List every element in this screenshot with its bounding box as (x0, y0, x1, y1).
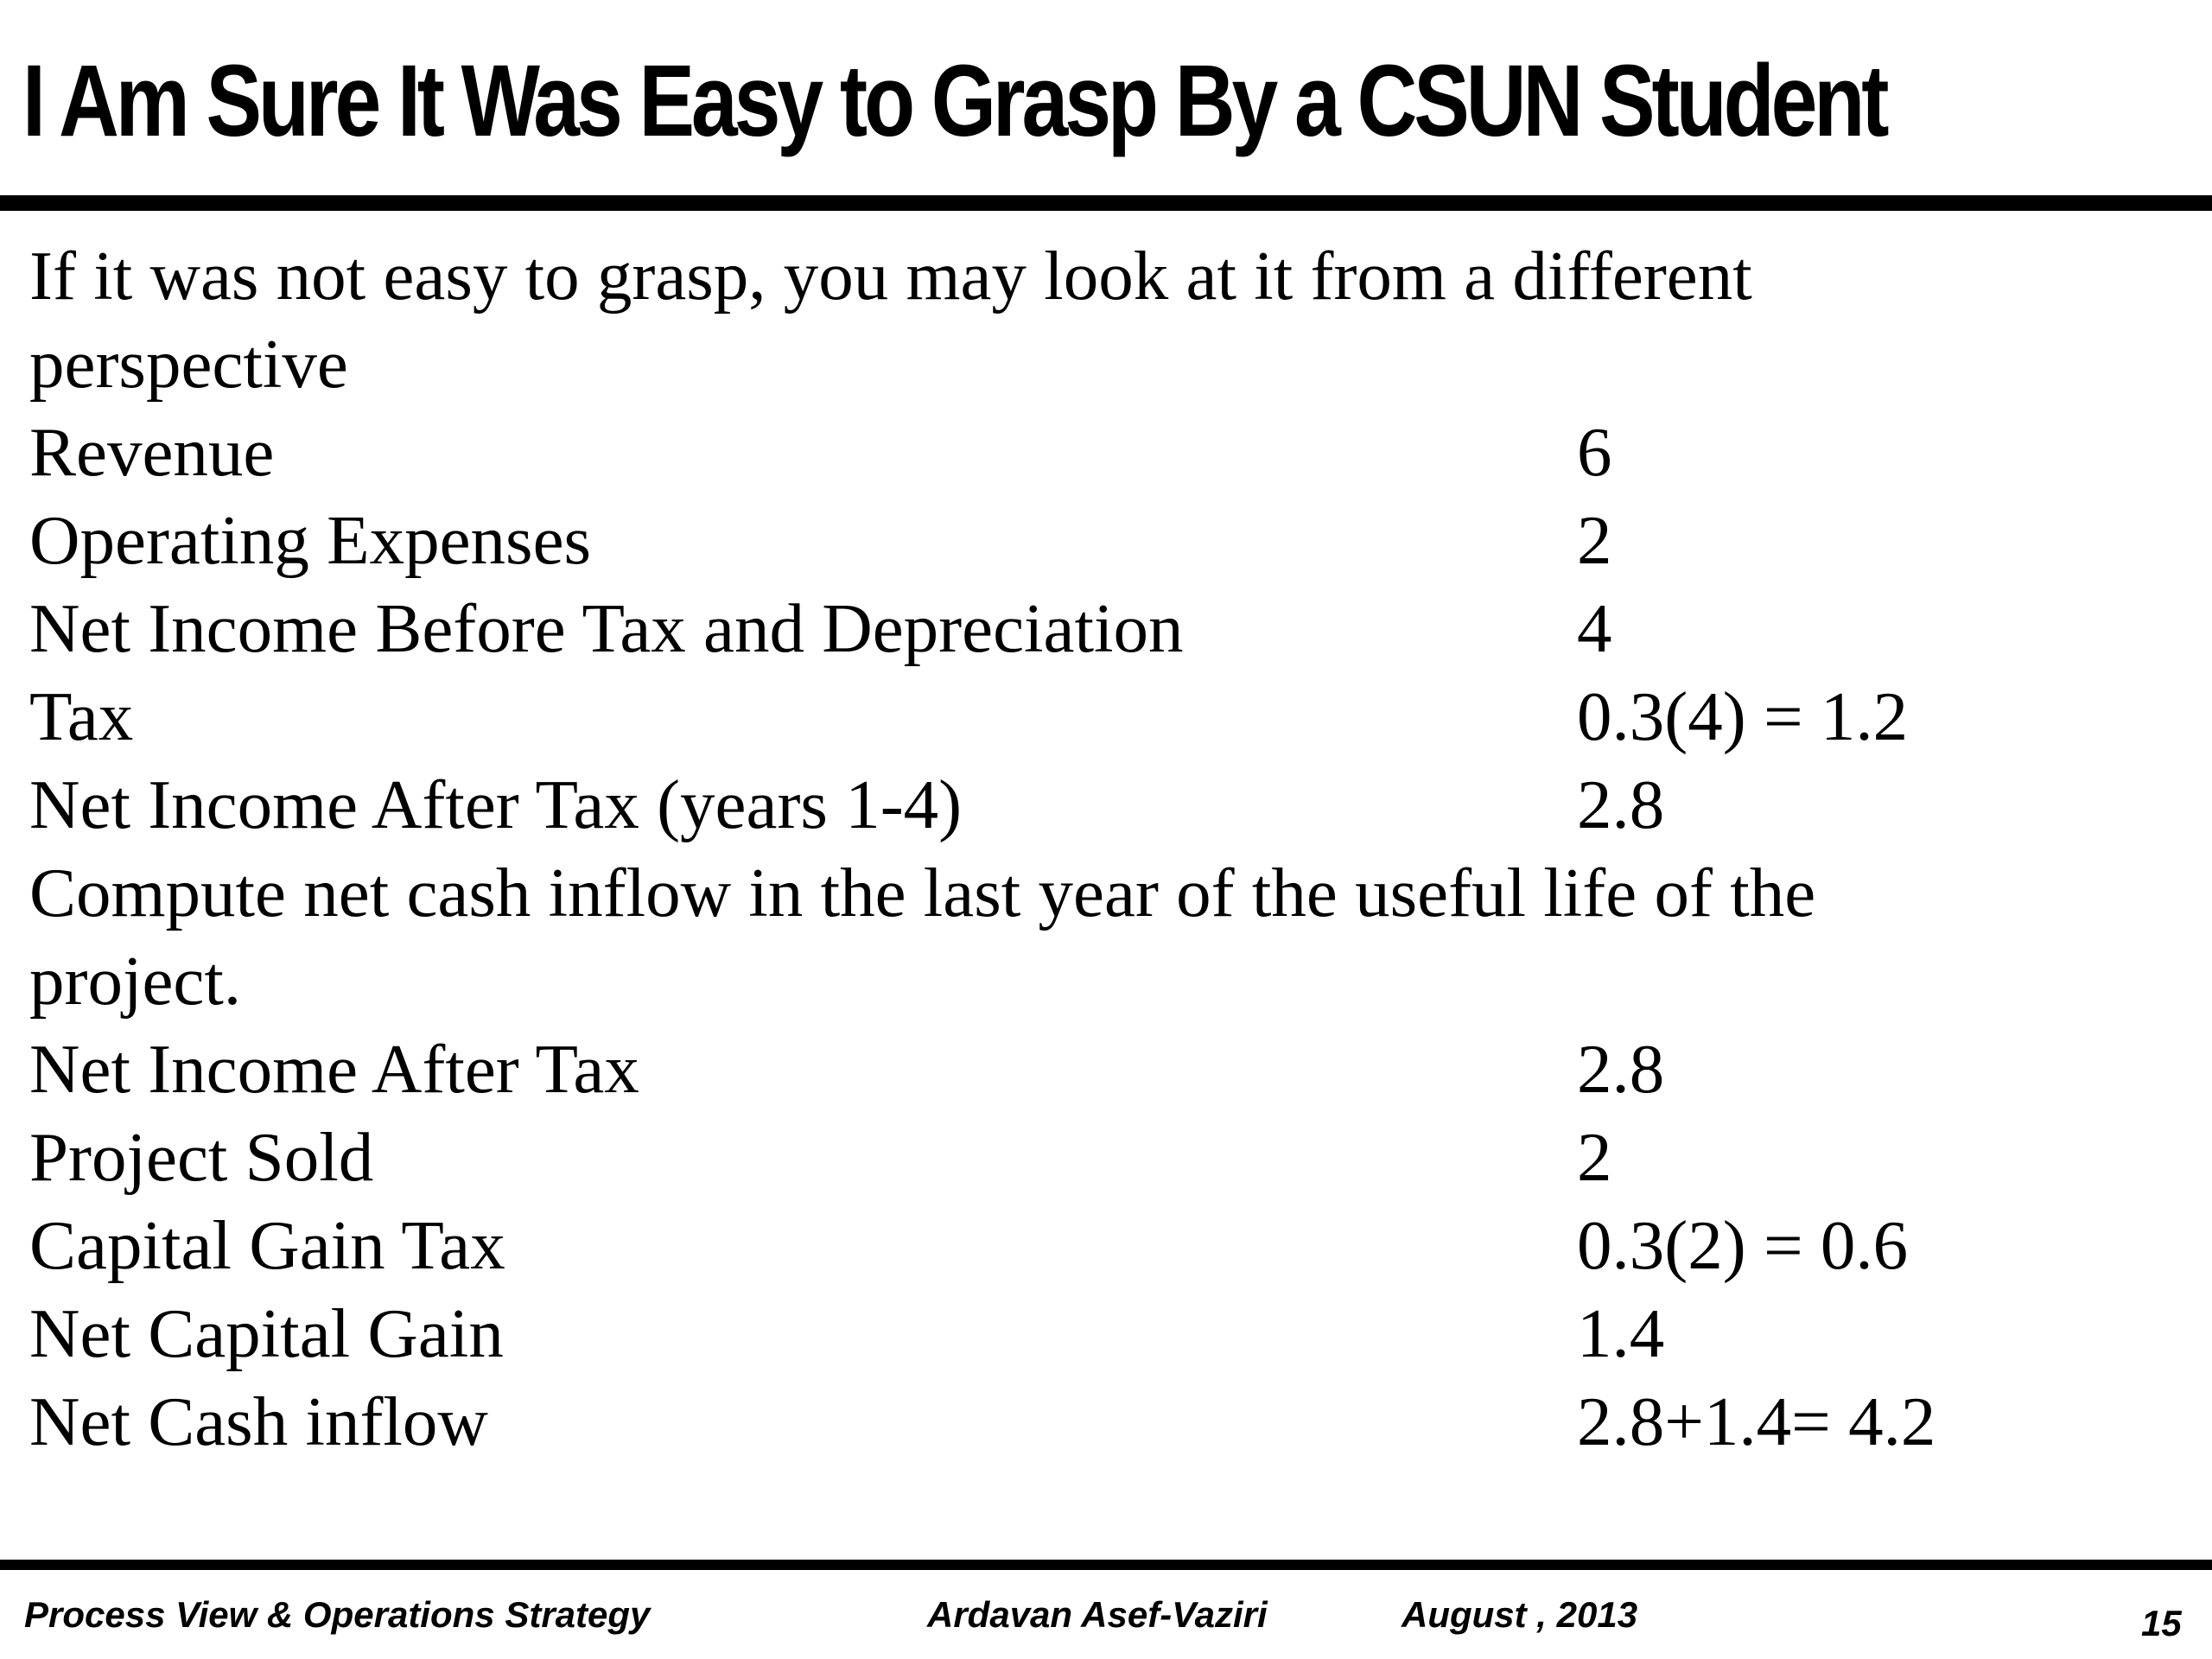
row-value: 2.8 (1577, 766, 1665, 843)
footer-page-number: 15 (2141, 1603, 2182, 1643)
table-row-tax (29, 672, 2190, 760)
prompt-line-1: Compute net cash inflow in the last year of the useful life of the (29, 854, 1816, 931)
table-row-operating-expenses (29, 496, 2190, 584)
row-value: 1.4 (1577, 1294, 1665, 1372)
row-label: Capital Gain Tax (29, 1206, 505, 1284)
row-value: 0.3(2) = 0.6 (1577, 1206, 1909, 1284)
row-label: Revenue (29, 413, 275, 491)
table-row-net-cash-inflow (29, 1377, 2190, 1465)
table-row-net-income-after-tax-years (29, 760, 2190, 849)
table-row-net-income-after-tax (29, 1025, 2190, 1113)
row-label: Net Capital Gain (29, 1294, 504, 1372)
table-row-revenue (29, 408, 2190, 496)
row-value: 2.8 (1577, 1030, 1665, 1108)
prompt-line-2: project. (29, 942, 242, 1020)
footer-date: August , 2013 (1402, 1594, 1638, 1635)
footer-divider (0, 1560, 2212, 1570)
footer-author: Ardavan Asef-Vaziri (927, 1594, 1268, 1635)
row-value: 2.8+1.4= 4.2 (1577, 1382, 1936, 1460)
row-value: 0.3(4) = 1.2 (1577, 677, 1909, 755)
slide-body (29, 232, 2190, 1465)
row-value: 6 (1577, 413, 1612, 491)
table-row-net-income-before-tax (29, 584, 2190, 672)
row-label: Net Income Before Tax and Depreciation (29, 589, 1184, 667)
title-divider (0, 195, 2212, 211)
footer-course-title: Process View & Operations Strategy (24, 1594, 651, 1635)
table-row-net-capital-gain (29, 1289, 2190, 1377)
slide-title: I Am Sure It Was Easy to Grasp By a CSUN Student (22, 44, 1886, 158)
row-label: Net Cash inflow (29, 1382, 488, 1460)
row-label: Net Income After Tax (29, 1030, 639, 1108)
row-label: Net Income After Tax (years 1-4) (29, 766, 963, 843)
table-row-project-sold (29, 1113, 2190, 1201)
row-value: 2 (1577, 1118, 1612, 1196)
row-label: Operating Expenses (29, 501, 592, 579)
row-value: 4 (1577, 589, 1612, 667)
intro-line-2: perspective (29, 325, 348, 403)
row-label: Tax (29, 677, 134, 755)
row-label: Project Sold (29, 1118, 374, 1196)
table-row-capital-gain-tax (29, 1201, 2190, 1289)
intro-line-1: If it was not easy to grasp, you may look at it from a different (29, 237, 1752, 315)
row-value: 2 (1577, 501, 1612, 579)
